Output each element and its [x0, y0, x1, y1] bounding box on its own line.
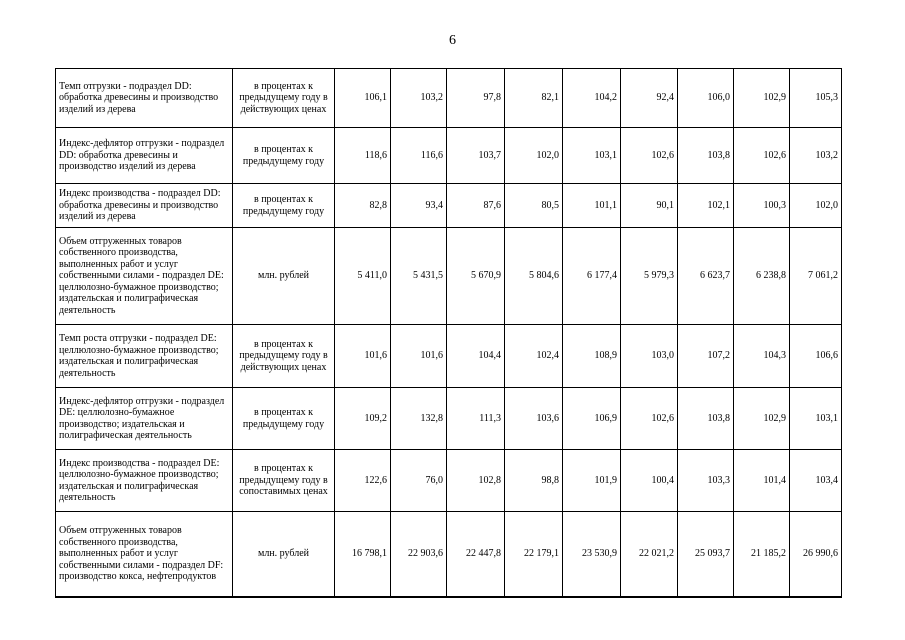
value-cell: 82,1: [505, 69, 563, 128]
table-row: [56, 512, 842, 597]
value-cell: 6 238,8: [734, 228, 790, 325]
value-cell: 103,7: [447, 128, 505, 184]
value-cell: 107,2: [678, 325, 734, 388]
table-row: [56, 69, 842, 128]
value-cell: 103,2: [391, 69, 447, 128]
value-cell: 101,4: [734, 450, 790, 512]
value-cell: 106,1: [335, 69, 391, 128]
indicator-cell: Индекс-дефлятор отгрузки - подраздел DE: целлюлозно-бумажное производство; издательская и полиграфическая деятельность: [56, 388, 233, 450]
value-cell: 106,6: [790, 325, 842, 388]
value-cell: 5 411,0: [335, 228, 391, 325]
value-cell: 102,9: [734, 69, 790, 128]
value-cell: 92,4: [621, 69, 678, 128]
value-cell: 22 179,1: [505, 512, 563, 597]
value-cell: 22 021,2: [621, 512, 678, 597]
indicator-cell: Индекс производства - подраздел DE: целлюлозно-бумажное производство; издательская и полиграфическая деятельность: [56, 450, 233, 512]
unit-cell: в процентах к предыдущему году: [233, 388, 335, 450]
value-cell: 101,6: [391, 325, 447, 388]
value-cell: 103,6: [505, 388, 563, 450]
value-cell: 103,4: [790, 450, 842, 512]
value-cell: 102,1: [678, 184, 734, 228]
table-row: [56, 128, 842, 184]
value-cell: 103,1: [563, 128, 621, 184]
value-cell: 6 623,7: [678, 228, 734, 325]
table-row: [56, 450, 842, 512]
value-cell: 102,8: [447, 450, 505, 512]
indicator-cell: Объем отгруженных товаров собственного производства, выполненных работ и услуг собственными силами - подраздел DE: целлюлозно-бумажное производство; издательская и полиграфическая деятельность: [56, 228, 233, 325]
value-cell: 5 670,9: [447, 228, 505, 325]
value-cell: 109,2: [335, 388, 391, 450]
value-cell: 106,0: [678, 69, 734, 128]
value-cell: 76,0: [391, 450, 447, 512]
value-cell: 26 990,6: [790, 512, 842, 597]
value-cell: 104,4: [447, 325, 505, 388]
value-cell: 6 177,4: [563, 228, 621, 325]
unit-cell: в процентах к предыдущему году в сопоставимых ценах: [233, 450, 335, 512]
value-cell: 98,8: [505, 450, 563, 512]
unit-cell: в процентах к предыдущему году в действующих ценах: [233, 69, 335, 128]
value-cell: 103,8: [678, 388, 734, 450]
value-cell: 101,1: [563, 184, 621, 228]
value-cell: 101,6: [335, 325, 391, 388]
value-cell: 93,4: [391, 184, 447, 228]
value-cell: 102,6: [621, 388, 678, 450]
unit-cell: в процентах к предыдущему году: [233, 184, 335, 228]
value-cell: 23 530,9: [563, 512, 621, 597]
value-cell: 21 185,2: [734, 512, 790, 597]
value-cell: 118,6: [335, 128, 391, 184]
value-cell: 122,6: [335, 450, 391, 512]
value-cell: 22 447,8: [447, 512, 505, 597]
value-cell: 87,6: [447, 184, 505, 228]
value-cell: 104,2: [563, 69, 621, 128]
value-cell: 5 979,3: [621, 228, 678, 325]
value-cell: 5 431,5: [391, 228, 447, 325]
value-cell: 105,3: [790, 69, 842, 128]
value-cell: 102,0: [790, 184, 842, 228]
value-cell: 5 804,6: [505, 228, 563, 325]
indicator-cell: Темп роста отгрузки - подраздел DE: целлюлозно-бумажное производство; издательская и полиграфическая деятельность: [56, 325, 233, 388]
value-cell: 100,4: [621, 450, 678, 512]
value-cell: 82,8: [335, 184, 391, 228]
value-cell: 103,3: [678, 450, 734, 512]
value-cell: 102,6: [734, 128, 790, 184]
value-cell: 132,8: [391, 388, 447, 450]
indicator-cell: Темп отгрузки - подраздел DD: обработка древесины и производство изделий из дерева: [56, 69, 233, 128]
value-cell: 16 798,1: [335, 512, 391, 597]
value-cell: 104,3: [734, 325, 790, 388]
page-number: 6: [449, 33, 456, 48]
value-cell: 22 903,6: [391, 512, 447, 597]
value-cell: 7 061,2: [790, 228, 842, 325]
unit-cell: млн. рублей: [233, 512, 335, 597]
value-cell: 101,9: [563, 450, 621, 512]
value-cell: 102,4: [505, 325, 563, 388]
table-row: [56, 228, 842, 325]
value-cell: 90,1: [621, 184, 678, 228]
value-cell: 111,3: [447, 388, 505, 450]
indicator-cell: Объем отгруженных товаров собственного производства, выполненных работ и услуг собственными силами - подраздел DF: производство кокса, нефтепродуктов: [56, 512, 233, 597]
value-cell: 80,5: [505, 184, 563, 228]
table-row: [56, 388, 842, 450]
unit-cell: млн. рублей: [233, 228, 335, 325]
unit-cell: в процентах к предыдущему году в действующих ценах: [233, 325, 335, 388]
value-cell: 102,0: [505, 128, 563, 184]
indicator-cell: Индекс производства - подраздел DD: обработка древесины и производство изделий из дерева: [56, 184, 233, 228]
value-cell: 116,6: [391, 128, 447, 184]
statistics-table: [55, 68, 842, 598]
table-row: [56, 325, 842, 388]
value-cell: 25 093,7: [678, 512, 734, 597]
value-cell: 106,9: [563, 388, 621, 450]
value-cell: 102,6: [621, 128, 678, 184]
value-cell: 103,0: [621, 325, 678, 388]
value-cell: 103,1: [790, 388, 842, 450]
value-cell: 103,8: [678, 128, 734, 184]
value-cell: 103,2: [790, 128, 842, 184]
table-row: [56, 184, 842, 228]
unit-cell: в процентах к предыдущему году: [233, 128, 335, 184]
value-cell: 102,9: [734, 388, 790, 450]
value-cell: 97,8: [447, 69, 505, 128]
value-cell: 100,3: [734, 184, 790, 228]
value-cell: 108,9: [563, 325, 621, 388]
indicator-cell: Индекс-дефлятор отгрузки - подраздел DD: обработка древесины и производство изделий из дерева: [56, 128, 233, 184]
